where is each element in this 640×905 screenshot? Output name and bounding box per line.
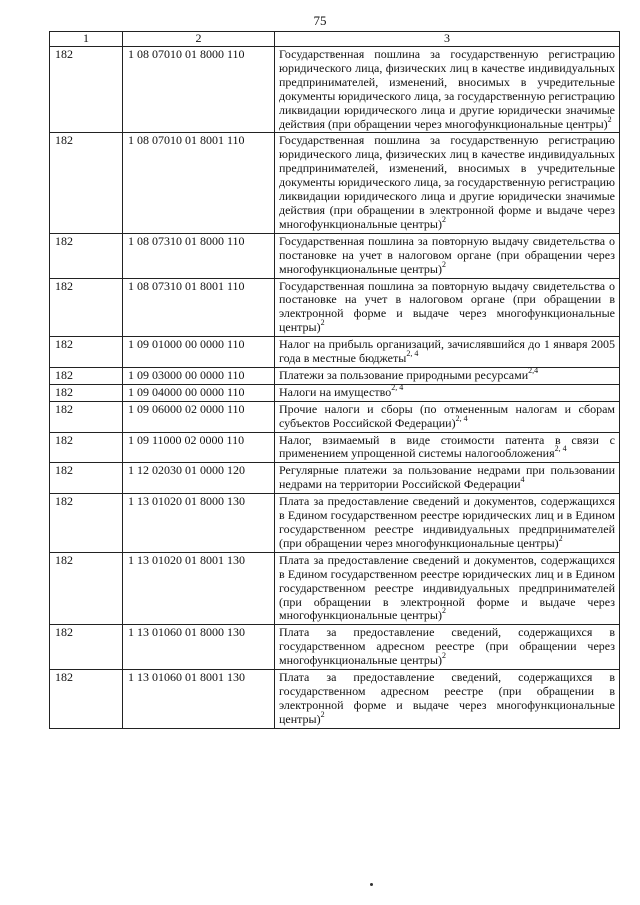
column-header-2: 2	[123, 32, 275, 47]
admin-code-cell: 182	[50, 494, 123, 553]
footnote-ref: 2,4	[528, 365, 539, 375]
revenue-name-cell	[275, 432, 620, 463]
revenue-name-cell	[275, 625, 620, 670]
revenue-name-text: Плата за предоставление сведений, содержащихся в государственном адресном реестре (при обращении через многофункциональные центры)	[279, 625, 615, 668]
admin-code-cell: 182	[50, 278, 123, 337]
column-header-1: 1	[50, 32, 123, 47]
revenue-name-text: Государственная пошлина за государственную регистрацию юридического лица, физических лиц в качестве индивидуальных предпринимателей, изменений, вносимых в учредительные документы юридического лица, за государственную регистрацию ликвидации юридического лица и другие юридически значимые действия (при обращении в электронной форме и выдаче через многофункциональные центры)	[279, 133, 615, 231]
table-row	[50, 401, 620, 432]
admin-code-cell: 182	[50, 47, 123, 133]
admin-code-cell: 182	[50, 670, 123, 729]
budget-code-cell: 1 09 06000 02 0000 110	[123, 401, 275, 432]
footnote-ref: 2, 4	[391, 382, 404, 392]
footnote-ref: 2	[607, 114, 612, 124]
admin-code-cell: 182	[50, 552, 123, 625]
budget-code-cell: 1 09 03000 00 0000 110	[123, 367, 275, 384]
table-row	[50, 384, 620, 401]
table-row	[50, 233, 620, 278]
revenue-name-text: Налоги на имущество	[279, 384, 392, 399]
footnote-ref: 2	[320, 709, 325, 719]
budget-code-cell: 1 12 02030 01 0000 120	[123, 463, 275, 494]
revenue-name-cell	[275, 367, 620, 384]
admin-code-cell: 182	[50, 233, 123, 278]
revenue-name-text: Государственная пошлина за повторную выдачу свидетельства о постановке на учет в налоговом органе (при обращении через многофункциональные центры)	[279, 233, 615, 276]
revenue-name-cell	[275, 670, 620, 729]
revenue-name-cell	[275, 463, 620, 494]
scan-speck	[370, 883, 373, 886]
budget-code-cell: 1 08 07310 01 8000 110	[123, 233, 275, 278]
footnote-ref: 2	[441, 214, 446, 224]
admin-code-cell: 182	[50, 463, 123, 494]
footnote-ref: 2	[320, 318, 325, 328]
revenue-name-cell	[275, 401, 620, 432]
footnote-ref: 2	[558, 533, 563, 543]
budget-code-cell: 1 13 01060 01 8001 130	[123, 670, 275, 729]
budget-codes-table	[49, 31, 620, 729]
table-row	[50, 432, 620, 463]
revenue-name-cell	[275, 133, 620, 233]
table-body	[50, 47, 620, 729]
footnote-ref: 2, 4	[554, 444, 567, 454]
footnote-ref: 2, 4	[406, 349, 419, 359]
table-row	[50, 670, 620, 729]
admin-code-cell: 182	[50, 625, 123, 670]
table-row	[50, 278, 620, 337]
revenue-name-text: Прочие налоги и сборы (по отмененным налогам и сборам субъектов Российской Федерации)	[279, 401, 615, 430]
footnote-ref: 2	[441, 651, 446, 661]
revenue-name-text: Платежи за пользование природными ресурсами	[279, 367, 529, 382]
revenue-name-cell	[275, 384, 620, 401]
revenue-name-text: Плата за предоставление сведений, содержащихся в государственном адресном реестре (при обращении в электронной форме и выдаче через многофункциональные центры)	[279, 670, 615, 726]
column-header-3: 3	[275, 32, 620, 47]
budget-code-cell: 1 09 11000 02 0000 110	[123, 432, 275, 463]
footnote-ref: 4	[520, 475, 525, 485]
header-row	[50, 32, 620, 47]
budget-code-cell: 1 08 07310 01 8001 110	[123, 278, 275, 337]
admin-code-cell: 182	[50, 401, 123, 432]
revenue-name-text: Плата за предоставление сведений и документов, содержащихся в Едином государственном реестре юридических лиц и в Едином государственном реестре индивидуальных предпринимателей (при обращении в электронной форме и выдаче через многофункциональные центры)	[279, 552, 615, 623]
revenue-name-cell	[275, 47, 620, 133]
admin-code-cell: 182	[50, 367, 123, 384]
revenue-name-text: Государственная пошлина за повторную выдачу свидетельства о постановке на учет в налоговом органе (при обращении в электронной форме и выдаче через многофункциональные центры)	[279, 278, 615, 335]
table-row	[50, 367, 620, 384]
revenue-name-text: Налог, взимаемый в виде стоимости патента в связи с применением упрощенной системы налогообложения	[279, 432, 615, 461]
table-row	[50, 337, 620, 368]
admin-code-cell: 182	[50, 337, 123, 368]
page-number: 75	[313, 13, 327, 28]
revenue-name-text: Регулярные платежи за пользование недрами при пользовании недрами на территории Российской Федерации	[279, 463, 615, 492]
budget-code-cell: 1 13 01020 01 8000 130	[123, 494, 275, 553]
revenue-name-text: Налог на прибыль организаций, зачислявшийся до 1 января 2005 года в местные бюджеты	[279, 337, 615, 366]
admin-code-cell: 182	[50, 432, 123, 463]
revenue-name-cell	[275, 494, 620, 553]
table-row	[50, 463, 620, 494]
revenue-name-text: Государственная пошлина за государственную регистрацию юридического лица, физических лиц в качестве индивидуальных предпринимателей, изменений, вносимых в учредительные документы юридического лица, за государственную регистрацию ликвидации юридического лица и другие юридически значимые действия (при обращении через многофункциональные центры)	[279, 47, 615, 131]
revenue-name-cell	[275, 552, 620, 625]
table-row	[50, 552, 620, 625]
budget-code-cell: 1 09 01000 00 0000 110	[123, 337, 275, 368]
budget-code-cell: 1 09 04000 00 0000 110	[123, 384, 275, 401]
revenue-name-cell	[275, 337, 620, 368]
revenue-name-cell	[275, 278, 620, 337]
admin-code-cell: 182	[50, 384, 123, 401]
table-row	[50, 494, 620, 553]
budget-code-cell: 1 13 01020 01 8001 130	[123, 552, 275, 625]
budget-code-cell: 1 13 01060 01 8000 130	[123, 625, 275, 670]
admin-code-cell: 182	[50, 133, 123, 233]
table-row	[50, 47, 620, 133]
revenue-name-cell	[275, 233, 620, 278]
table-header	[50, 32, 620, 47]
revenue-name-text: Плата за предоставление сведений и документов, содержащихся в Едином государственном реестре юридических лиц и в Едином государственном реестре индивидуальных предпринимателей (при обращении через многофункциональные центры)	[279, 494, 615, 550]
footnote-ref: 2, 4	[455, 413, 468, 423]
footnote-ref: 2	[441, 259, 446, 269]
footnote-ref: 2	[441, 606, 446, 616]
budget-code-cell: 1 08 07010 01 8000 110	[123, 47, 275, 133]
budget-code-cell: 1 08 07010 01 8001 110	[123, 133, 275, 233]
table-row	[50, 625, 620, 670]
table-row	[50, 133, 620, 233]
